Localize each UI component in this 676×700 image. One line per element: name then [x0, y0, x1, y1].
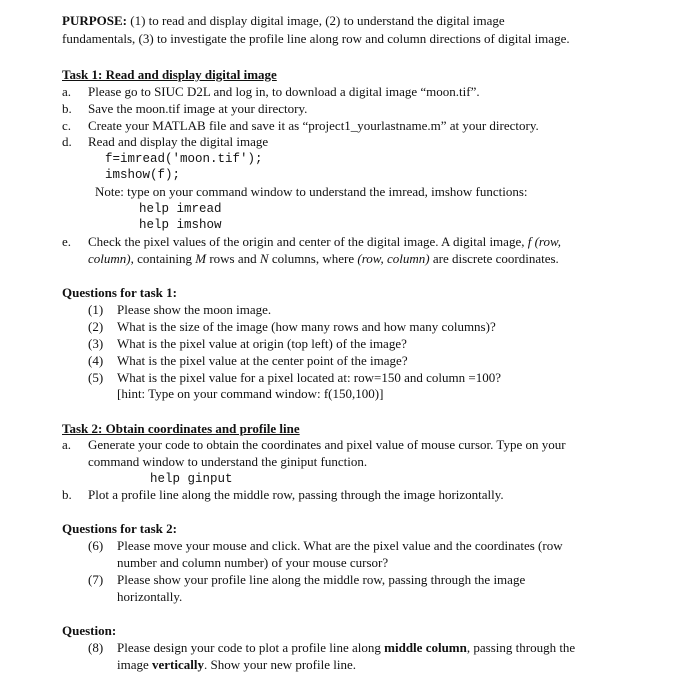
question-1-text: Please show the moon image. [117, 302, 272, 317]
question-5-text: What is the pixel value for a pixel located at: row=150 and column =100? [117, 370, 501, 385]
question-4 [88, 353, 408, 369]
purpose-line-2: fundamentals, (3) to investigate the profile line along row and column directions of digital image. [62, 31, 570, 46]
question-1 [88, 302, 272, 318]
q8-text-2c: . Show your new profile line. [204, 657, 357, 672]
code-imread: f=imread('moon.tif'); [105, 152, 263, 166]
q8-text-1b: middle column [384, 640, 467, 655]
question-5-hint: [hint: Type on your command window: f(150,100)] [117, 386, 384, 401]
task1-item-e-label: e. [62, 234, 72, 249]
question-4-text: What is the pixel value at the center point of the image? [117, 353, 408, 368]
item-e-text-2f: columns, where [271, 251, 355, 266]
item-e-text-2b: , containing [130, 251, 192, 266]
task1-item-b-text: Save the moon.tif image at your directory. [88, 101, 308, 116]
task2-item-b-label: b. [62, 487, 72, 502]
item-e-text-2d: rows and [209, 251, 257, 266]
item-e-text-2a: column) [88, 251, 131, 266]
task1-item-c [62, 118, 539, 134]
task2-item-a-text-2: command window to understand the giniput function. [88, 454, 368, 469]
task2-heading: Task 2: Obtain coordinates and profile line [62, 421, 300, 436]
question-7-label: (7) [88, 572, 104, 587]
item-e-text-1a: Check the pixel values of the origin and center of the digital image. A digital image, [88, 234, 525, 249]
task1-item-a-text: Please go to SIUC D2L and log in, to download a digital image “moon.tif”. [88, 84, 480, 99]
task2-item-b-text: Plot a profile line along the middle row, passing through the image horizontally. [88, 487, 504, 502]
task1-item-a-label: a. [62, 84, 72, 99]
question-3-label: (3) [88, 336, 104, 351]
question-3 [88, 336, 407, 352]
question-6-text-2: number and column number) of your mouse cursor? [117, 555, 389, 570]
question3-heading: Question: [62, 623, 117, 638]
question-2 [88, 319, 496, 335]
task1-item-b [62, 101, 308, 117]
task1-heading: Task 1: Read and display digital image [62, 67, 277, 82]
question-7-text-1: Please show your profile line along the middle row, passing through the image [117, 572, 526, 587]
purpose-line-1 [62, 13, 505, 29]
question-8-text-1 [117, 640, 575, 656]
item-e-text-1b: f (row, [527, 234, 561, 249]
help-ginput: help ginput [150, 472, 233, 486]
question-6-label: (6) [88, 538, 104, 553]
help-imshow: help imshow [139, 218, 222, 232]
code-imshow: imshow(f); [105, 168, 181, 182]
question-3-text: What is the pixel value at origin (top left) of the image? [117, 336, 407, 351]
task2-item-a-line-1 [62, 437, 566, 453]
task2-item-b [62, 487, 504, 503]
task1-note: Note: type on your command window to understand the imread, imshow functions: [95, 184, 528, 199]
task1-item-d [62, 134, 269, 150]
question-7-line-1 [88, 572, 526, 588]
question-1-label: (1) [88, 302, 104, 317]
task1-item-d-text: Read and display the digital image [88, 134, 269, 149]
task1-item-d-label: d. [62, 134, 72, 149]
item-e-text-2c: M [195, 251, 207, 266]
question-8-line-1 [88, 640, 576, 656]
questions2-heading: Questions for task 2: [62, 521, 177, 536]
question-6-line-1 [88, 538, 563, 554]
question-4-label: (4) [88, 353, 104, 368]
question-2-label: (2) [88, 319, 104, 334]
task1-item-e-line-2 [88, 251, 559, 267]
q8-text-2a: image [117, 657, 149, 672]
task1-item-e-line-1 [62, 234, 561, 250]
task1-item-c-label: c. [62, 118, 72, 133]
purpose-label: PURPOSE: [62, 13, 127, 28]
question-7-text-2: horizontally. [117, 589, 183, 604]
task2-item-a-text-1: Generate your code to obtain the coordinates and pixel value of mouse cursor. Type on your [88, 437, 566, 452]
task1-item-c-text: Create your MATLAB file and save it as “project1_yourlastname.m” at your directory. [88, 118, 539, 133]
question-6-text-1: Please move your mouse and click. What are the pixel value and the coordinates (row [117, 538, 563, 553]
question-8-line-2 [117, 657, 356, 673]
question-5-label: (5) [88, 370, 104, 385]
purpose-text-1: (1) to read and display digital image, (2) to understand the digital image [130, 13, 505, 28]
questions1-heading: Questions for task 1: [62, 285, 177, 300]
question-5 [88, 370, 501, 386]
task1-item-b-label: b. [62, 101, 72, 116]
question-2-text: What is the size of the image (how many rows and how many columns)? [117, 319, 496, 334]
task1-item-e-text-1 [88, 234, 561, 250]
item-e-text-2h: are discrete coordinates. [432, 251, 559, 266]
task1-item-a [62, 84, 480, 100]
item-e-text-2e: N [259, 251, 269, 266]
item-e-text-2g: (row, column) [357, 251, 430, 266]
q8-text-1c: , passing through the [466, 640, 576, 655]
help-imread: help imread [139, 202, 222, 216]
q8-text-2b: vertically [152, 657, 204, 672]
q8-text-1a: Please design your code to plot a profile line along [117, 640, 381, 655]
question-8-label: (8) [88, 640, 104, 655]
task2-item-a-label: a. [62, 437, 72, 452]
